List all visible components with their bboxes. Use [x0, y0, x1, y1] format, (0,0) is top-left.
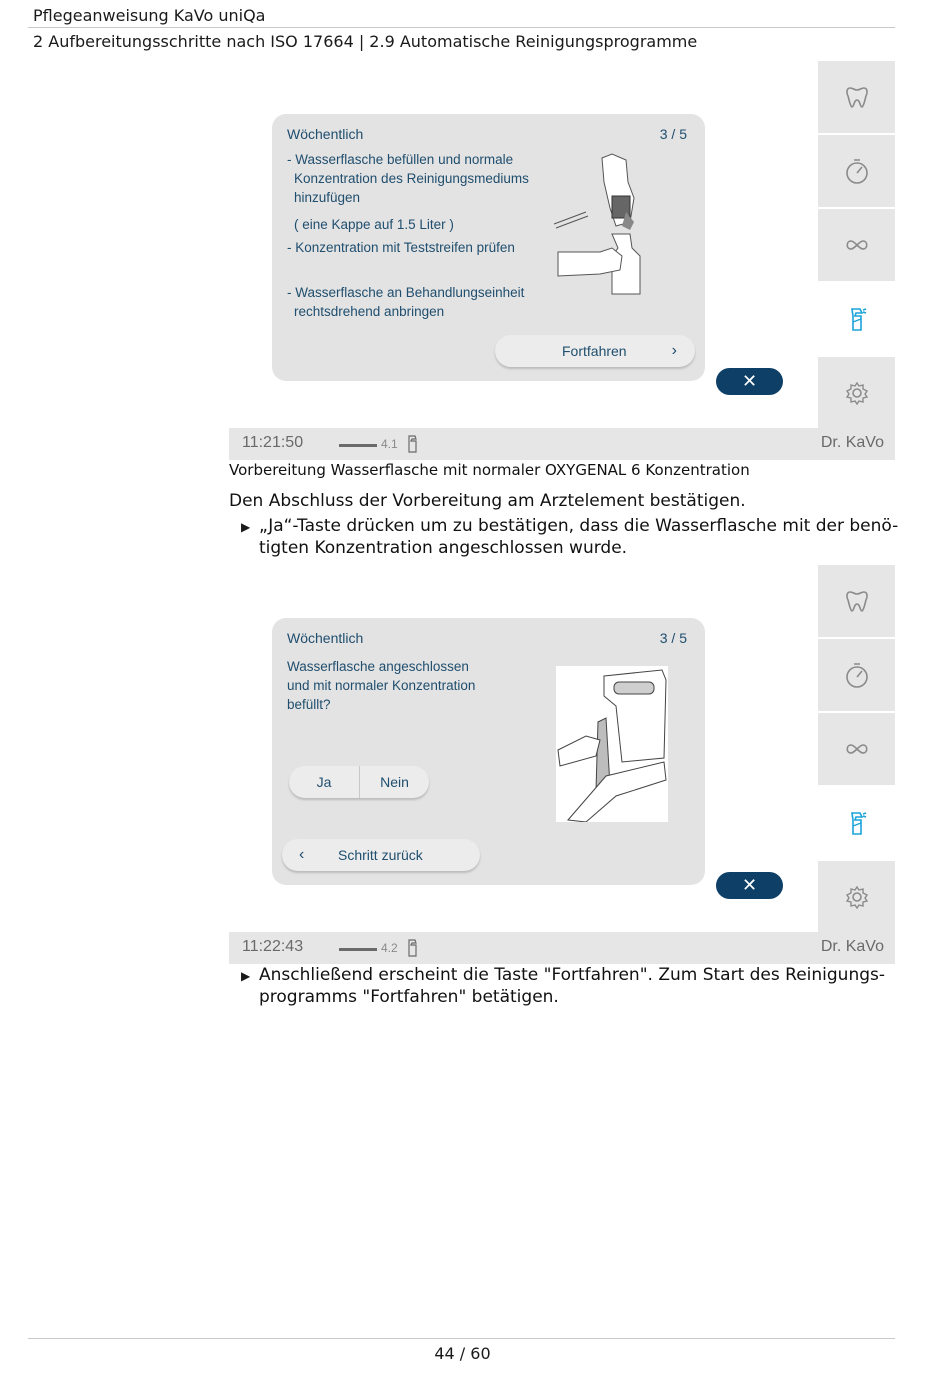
instruction-line: - Wasserflasche befüllen und normale [287, 152, 514, 167]
document-title: Pflegeanweisung KaVo uniQa [33, 6, 266, 25]
sidebar-item-settings[interactable] [818, 357, 895, 429]
sidebar-item-cleaning[interactable] [818, 787, 895, 859]
cleaning-dialog [272, 114, 705, 381]
bullet-arrow-icon: ▶ [241, 969, 251, 983]
gear-icon [842, 882, 872, 912]
instruction-line: - Wasserflasche an Behandlungseinheit [287, 285, 525, 300]
sidebar-item-cleaning[interactable] [818, 283, 895, 355]
yes-label: Ja [316, 774, 332, 790]
chevron-left-icon: ‹ [299, 846, 305, 863]
section-title: 2 Aufbereitungsschritte nach ISO 17664 | 2.9 Automatische Reinigungsprogramme [33, 32, 698, 51]
bullet-arrow-icon: ▶ [241, 520, 251, 534]
instruction-line: - Konzentration mit Teststreifen prüfen [287, 240, 515, 255]
cleaning-bottle-icon [406, 938, 420, 958]
timer-icon [842, 156, 872, 186]
no-button[interactable] [360, 766, 429, 798]
status-bar [229, 932, 895, 964]
cleaning-bottle-icon [842, 304, 872, 334]
sidebar [818, 565, 895, 932]
step-back-label: Schritt zurück [338, 847, 423, 863]
close-icon: ✕ [741, 371, 758, 392]
progress-line [339, 444, 377, 447]
status-time: 11:22:43 [242, 938, 304, 955]
close-button[interactable] [716, 872, 783, 899]
infinity-icon [842, 734, 872, 764]
step-back-button[interactable] [282, 839, 480, 871]
question-line: Wasserflasche angeschlossen [287, 659, 469, 674]
instruction-line: rechtsdrehend anbringen [294, 304, 445, 319]
bullet-text: tigten Konzentration angeschlossen wurde. [259, 538, 628, 558]
sidebar-item-programs[interactable] [818, 209, 895, 281]
bullet-text: „Ja“-Taste drücken um zu bestätigen, dass die Wasserflasche mit der benö- [259, 516, 899, 536]
status-user: Dr. KaVo [820, 938, 884, 955]
cleaning-bottle-icon [406, 434, 420, 454]
sidebar-item-treatment[interactable] [818, 565, 895, 637]
sidebar [818, 61, 895, 428]
bullet-text: programms "Fortfahren" betätigen. [259, 987, 559, 1007]
tooth-icon [842, 82, 872, 112]
status-bar [229, 428, 895, 460]
bullet-text: Anschließend erscheint die Taste "Fortfahren". Zum Start des Reinigungs- [259, 965, 886, 985]
sidebar-item-treatment[interactable] [818, 61, 895, 133]
sidebar-item-timer[interactable] [818, 639, 895, 711]
instruction-paragraph: Den Abschluss der Vorbereitung am Arztelement bestätigen. [229, 491, 746, 511]
header-divider [28, 27, 895, 28]
continue-label: Fortfahren [562, 343, 627, 359]
yes-button[interactable] [289, 766, 360, 798]
instruction-line: Konzentration des Reinigungsmediums [294, 171, 529, 186]
status-time: 11:21:50 [242, 434, 304, 451]
chevron-right-icon: › [671, 342, 677, 359]
gear-icon [842, 378, 872, 408]
step-indicator: 3 / 5 [659, 126, 687, 142]
question-line: befüllt? [287, 697, 331, 712]
status-user: Dr. KaVo [820, 434, 884, 451]
sidebar-item-settings[interactable] [818, 861, 895, 933]
instruction-line: ( eine Kappe auf 1.5 Liter ) [294, 217, 454, 232]
status-version: 4.1 [381, 437, 398, 451]
instruction-line: hinzufügen [294, 190, 361, 205]
dialog-title: Wöchentlich [287, 126, 364, 142]
step-indicator: 3 / 5 [659, 630, 687, 646]
bottle-filling-illustration [550, 152, 660, 302]
continue-button[interactable] [495, 335, 695, 367]
no-label: Nein [380, 774, 409, 790]
screenshot-2 [229, 565, 895, 963]
cleaning-bottle-icon [842, 808, 872, 838]
status-version: 4.2 [381, 941, 398, 955]
timer-icon [842, 660, 872, 690]
yes-no-toggle [289, 766, 429, 798]
screenshot-1 [229, 61, 895, 459]
question-line: und mit normaler Konzentration [287, 678, 476, 693]
dialog-title: Wöchentlich [287, 630, 364, 646]
sidebar-item-programs[interactable] [818, 713, 895, 785]
close-button[interactable] [716, 368, 783, 395]
sidebar-item-timer[interactable] [818, 135, 895, 207]
confirmation-dialog [272, 618, 705, 885]
infinity-icon [842, 230, 872, 260]
figure-caption: Vorbereitung Wasserflasche mit normaler OXYGENAL 6 Konzentration [229, 461, 750, 479]
close-icon: ✕ [741, 875, 758, 896]
progress-line [339, 948, 377, 951]
footer-divider [28, 1338, 895, 1339]
tooth-icon [842, 586, 872, 616]
bottle-attached-illustration [556, 666, 668, 822]
page-number: 44 / 60 [434, 1344, 491, 1363]
